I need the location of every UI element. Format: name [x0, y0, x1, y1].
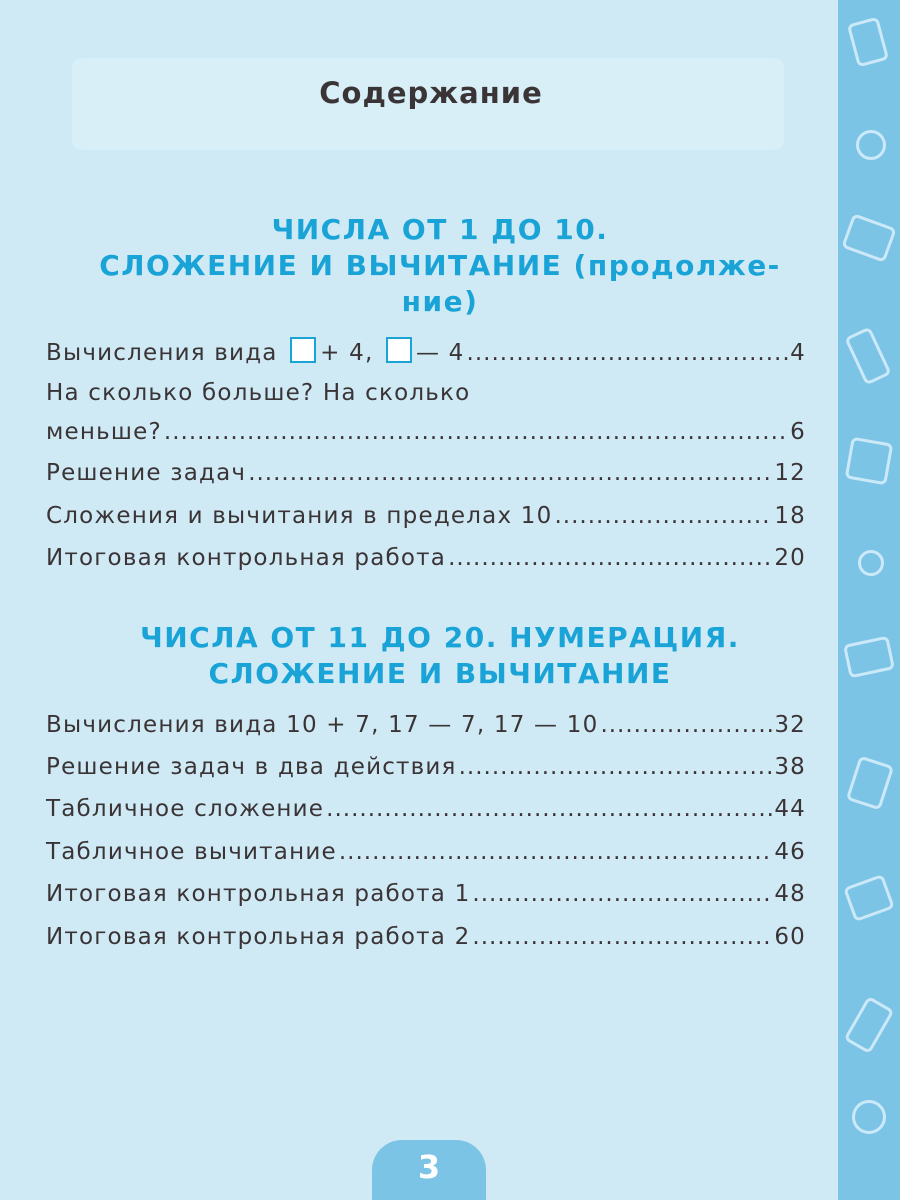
section-1-heading-line: СЛОЖЕНИЕ И ВЫЧИТАНИЕ (продолже-: [99, 249, 781, 282]
section-2-heading-line: ЧИСЛА ОТ 11 ДО 20. НУМЕРАЦИЯ.: [140, 621, 740, 654]
toc-entry-page: 6: [790, 419, 806, 445]
section-1-heading-line: ЧИСЛА ОТ 1 ДО 10.: [271, 213, 609, 246]
toc-entry-page: 44: [774, 796, 806, 822]
book-icon: [845, 437, 894, 486]
toc-entry-label: [46, 337, 465, 368]
toc-entry-label: Итоговая контрольная работа: [46, 545, 447, 571]
circle-icon: [858, 550, 884, 576]
toc-entry-label: меньше?: [46, 419, 162, 445]
paint-palette-icon: [841, 213, 897, 263]
toc-entry[interactable]: [46, 879, 806, 909]
toc-entry-label: Сложения и вычитания в пределах 10: [46, 503, 553, 529]
dot-leader: [326, 794, 772, 824]
dot-leader: [472, 922, 772, 952]
pencil-icon: [844, 327, 891, 386]
empty-box-icon: [386, 337, 412, 363]
section-2-heading: [40, 620, 840, 692]
page-number: 3: [417, 1148, 441, 1186]
toc-entry-label: Табличное сложение: [46, 796, 325, 822]
ruler-triangle-icon: [843, 874, 895, 922]
toc-entry-page: 38: [774, 754, 806, 780]
backpack-icon: [843, 636, 895, 679]
toc-entry-page: 32: [774, 712, 806, 738]
page-number-badge: [372, 1140, 486, 1200]
toc-entry[interactable]: [46, 417, 806, 447]
toc-entry-label: Итоговая контрольная работа 2: [46, 924, 471, 950]
toc-entry[interactable]: [46, 922, 806, 952]
toc-entry-label-part: — 4: [415, 340, 465, 366]
section-1-heading-line: ние): [401, 285, 479, 318]
toc-entry[interactable]: [46, 543, 806, 573]
toc-entry-page: 18: [774, 503, 806, 529]
dot-leader: [164, 417, 788, 447]
section-1-heading: [40, 212, 840, 320]
toc-entry[interactable]: [46, 337, 806, 368]
toc-entry-label-part: + 4,: [320, 340, 374, 366]
toc-entry[interactable]: [46, 794, 806, 824]
toc-entry-label: Вычисления вида 10 + 7, 17 — 7, 17 — 10: [46, 712, 599, 738]
toc-entry-page: 20: [774, 545, 806, 571]
dot-leader: [459, 752, 773, 782]
toc-entry[interactable]: [46, 501, 806, 531]
toc-entry-page: 12: [774, 460, 806, 486]
dot-leader: [339, 837, 773, 867]
empty-box-icon: [290, 337, 316, 363]
dot-leader: [467, 338, 789, 368]
toc-entry-label-line[interactable]: На сколько больше? На сколько: [46, 380, 471, 406]
dot-leader: [248, 458, 772, 488]
page-title: Содержание: [319, 76, 543, 110]
section-2-heading-line: СЛОЖЕНИЕ И ВЫЧИТАНИЕ: [208, 657, 672, 690]
toc-entry-label: Итоговая контрольная работа 1: [46, 881, 471, 907]
brush-icon: [844, 996, 895, 1054]
toc-entry[interactable]: [46, 837, 806, 867]
toc-entry-page: 48: [774, 881, 806, 907]
toc-entry[interactable]: [46, 710, 806, 740]
toc-entry-label-part: Вычисления вида: [46, 340, 278, 366]
toc-entry-page: 46: [774, 839, 806, 865]
toc-entry[interactable]: [46, 458, 806, 488]
notebook-icon: [847, 17, 889, 68]
circle-icon: [856, 130, 886, 160]
dot-leader: [448, 543, 772, 573]
toc-entry-label: Решение задач: [46, 460, 247, 486]
decorative-border: [838, 0, 900, 1200]
toc-entry[interactable]: [46, 752, 806, 782]
toc-entry-label: Табличное вычитание: [46, 839, 337, 865]
toc-entry-page: 4: [790, 340, 806, 366]
dot-leader: [554, 501, 772, 531]
dot-leader: [472, 879, 772, 909]
dot-leader: [600, 710, 772, 740]
toc-entry-page: 60: [774, 924, 806, 950]
toc-entry-label: Решение задач в два действия: [46, 754, 457, 780]
circle-icon: [852, 1100, 886, 1134]
letter-block-icon: [846, 756, 894, 811]
